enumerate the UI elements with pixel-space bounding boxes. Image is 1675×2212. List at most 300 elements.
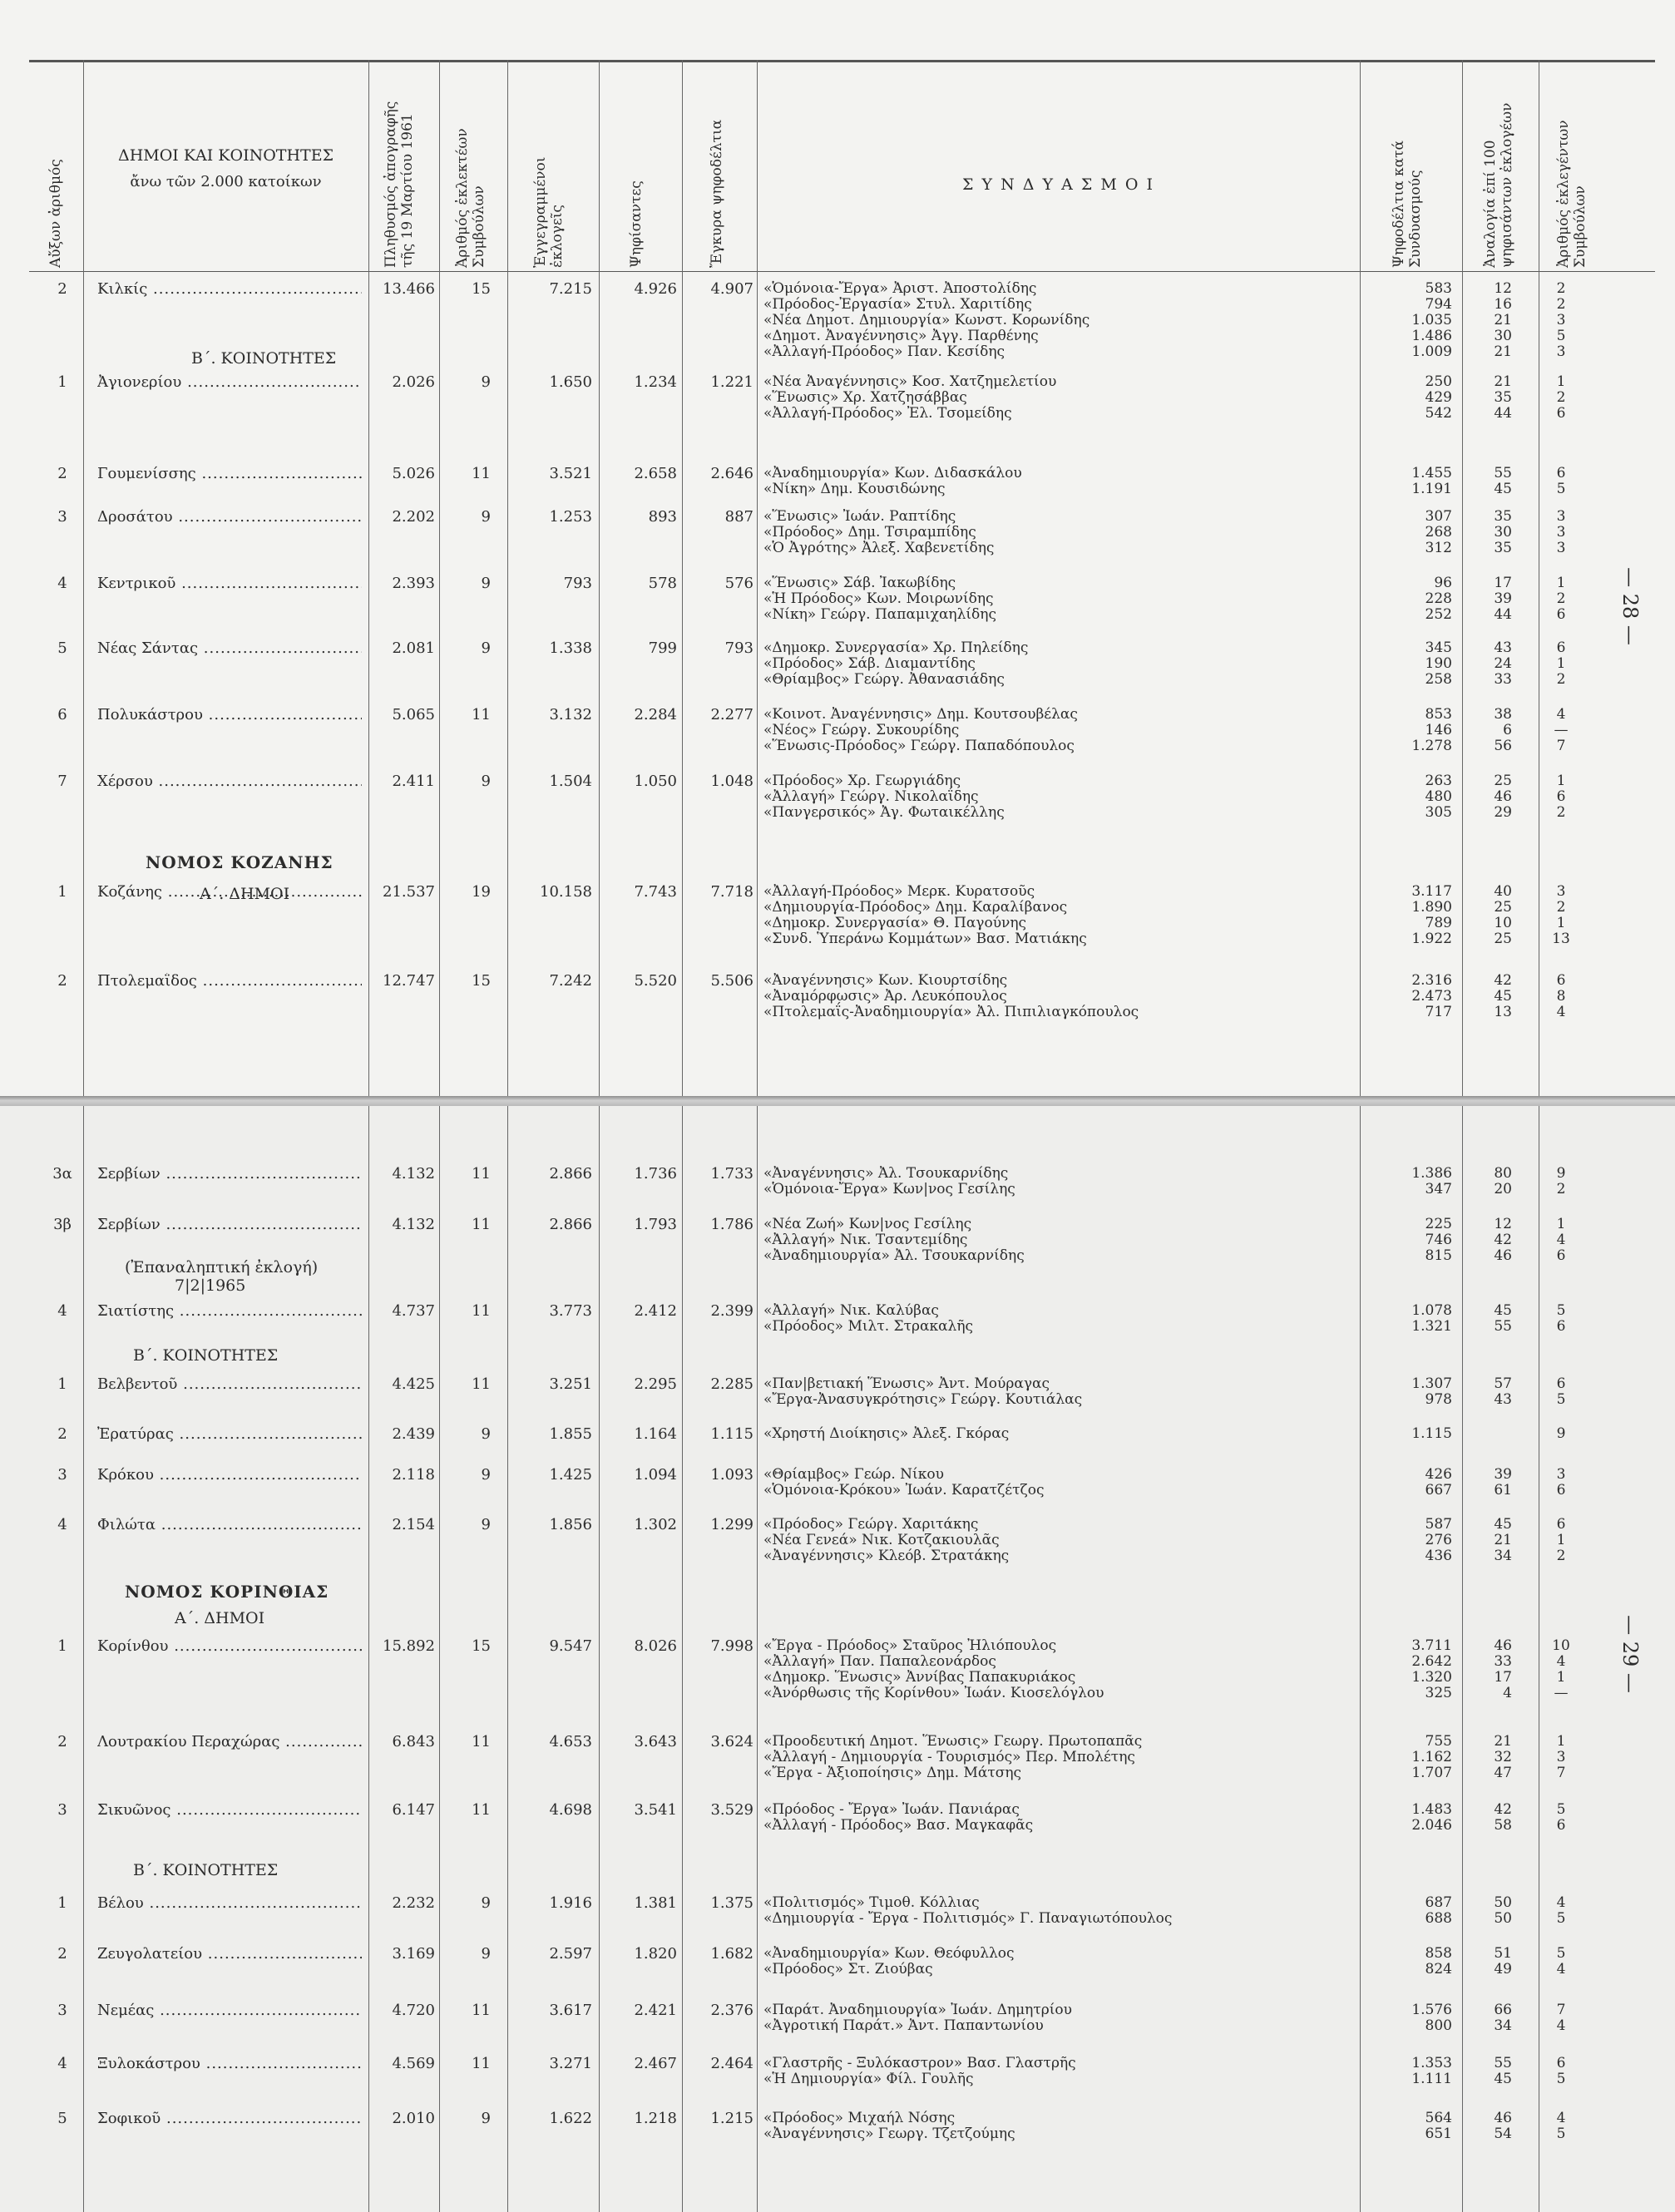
row-municipality: Φιλώτα ..... <box>97 1517 362 1533</box>
coalition-name: «Πρόοδος» Δημ. Τσιραμπίδης <box>763 524 976 541</box>
coalition-votes: 746 <box>1425 1232 1452 1248</box>
row-population: 2.010 <box>392 2110 435 2127</box>
row-seats: 11 <box>472 1216 491 1233</box>
row-population: 15.892 <box>383 1637 435 1655</box>
row-seats: 9 <box>481 1894 491 1912</box>
row-serial: 3 <box>57 2002 67 2019</box>
coalition-votes: 1.922 <box>1411 931 1452 947</box>
row-voted: 3.643 <box>634 1733 677 1750</box>
row-population: 2.439 <box>392 1425 435 1443</box>
coalition-name: «Ἀναγέννησις» Γεωργ. Τζετζούμης <box>763 2126 1015 2142</box>
col-divider <box>682 60 683 1096</box>
header-municipalities-sub: ἄνω τῶν 2.000 κατοίκων <box>130 173 322 190</box>
row-registered: 2.866 <box>549 1216 592 1233</box>
row-voted: 2.421 <box>634 2002 677 2019</box>
row-serial: 5 <box>57 639 67 657</box>
row-valid: 1.682 <box>710 1945 754 1963</box>
row-population: 4.132 <box>392 1165 435 1183</box>
coalition-votes: 325 <box>1425 1685 1452 1701</box>
row-valid: 2.277 <box>710 706 754 723</box>
row-valid: 2.464 <box>710 2055 754 2072</box>
row-municipality: Κρόκου ..... <box>97 1467 362 1483</box>
coalition-name: «Ἡ Δημιουργία» Φίλ. Γουλῆς <box>763 2071 974 2087</box>
coalition-votes: 858 <box>1425 1945 1452 1962</box>
row-population: 21.537 <box>383 883 435 901</box>
coalition-votes: 542 <box>1425 405 1452 422</box>
row-registered: 10.158 <box>540 883 592 901</box>
coalition-name: «Ἀναδημιουργία» Κων. Θεόφυλλος <box>763 1945 1015 1962</box>
coalition-ratio: 17 <box>1494 1669 1512 1686</box>
coalition-votes: 3.711 <box>1411 1637 1452 1654</box>
coalition-votes: 794 <box>1425 296 1452 313</box>
coalition-ratio: 55 <box>1494 2055 1512 2071</box>
page-number-29: — 29 — <box>1618 1615 1642 1693</box>
col-divider <box>83 60 84 1096</box>
col-divider <box>1462 1106 1463 2212</box>
coalition-votes: 755 <box>1425 1733 1452 1750</box>
coalition-ratio: 24 <box>1494 655 1512 672</box>
row-population: 2.081 <box>392 639 435 657</box>
coalition-ratio: 50 <box>1494 1894 1512 1911</box>
coalition-votes: 667 <box>1425 1482 1452 1499</box>
coalition-votes: 687 <box>1425 1894 1452 1911</box>
coalition-votes: 1.707 <box>1411 1765 1452 1781</box>
row-population: 4.569 <box>392 2055 435 2072</box>
coalition-elected: 1 <box>1556 915 1566 931</box>
row-registered: 3.773 <box>549 1302 592 1320</box>
row-seats: 9 <box>481 508 491 526</box>
row-valid: 576 <box>724 575 754 592</box>
coalition-ratio: 35 <box>1494 389 1512 406</box>
row-valid: 1.048 <box>710 773 754 790</box>
row-registered: 3.617 <box>549 2002 592 2019</box>
row-seats: 9 <box>481 575 491 592</box>
coalition-votes: 1.320 <box>1411 1669 1452 1686</box>
coalition-elected: 5 <box>1556 1801 1566 1818</box>
row-serial: 4 <box>57 1516 67 1533</box>
row-municipality: Κεντρικοῦ ..... <box>97 575 362 591</box>
row-valid: 1.786 <box>710 1216 754 1233</box>
coalition-elected: 5 <box>1556 2071 1566 2087</box>
row-serial: 3 <box>57 1801 67 1819</box>
coalition-votes: 252 <box>1425 606 1452 623</box>
row-seats: 9 <box>481 1425 491 1443</box>
row-voted: 7.743 <box>634 883 677 901</box>
row-valid: 887 <box>724 508 754 526</box>
row-registered: 3.251 <box>549 1375 592 1393</box>
row-municipality: Κοζάνης ..... <box>97 884 362 900</box>
coalition-ratio: 12 <box>1494 1216 1512 1232</box>
coalition-name: «Ἔργα - Πρόοδος» Σταῦρος Ἠλιόπουλος <box>763 1637 1057 1654</box>
row-valid: 2.376 <box>710 2002 754 2019</box>
coalition-name: «Δημιουργία-Πρόοδος» Δημ. Καραλίβανος <box>763 899 1068 916</box>
row-registered: 2.866 <box>549 1165 592 1183</box>
row-voted: 2.658 <box>634 465 677 482</box>
row-valid: 793 <box>724 639 754 657</box>
row-population: 2.154 <box>392 1516 435 1533</box>
row-valid: 1.375 <box>710 1894 754 1912</box>
row-municipality: Βελβεντοῦ ..... <box>97 1376 362 1392</box>
coalition-ratio: 45 <box>1494 1302 1512 1319</box>
coalition-ratio: 30 <box>1494 524 1512 541</box>
row-serial: 6 <box>57 706 67 723</box>
row-valid: 2.285 <box>710 1375 754 1393</box>
coalition-name: «Ἕνωσις» Ἰωάν. Ραπτίδης <box>763 508 956 525</box>
col-divider <box>757 60 758 1096</box>
coalition-name: «Πρόοδος» Γεώργ. Χαριτάκης <box>763 1516 979 1533</box>
coalition-ratio: 43 <box>1494 1391 1512 1408</box>
col-divider <box>1462 60 1463 1096</box>
coalition-ratio: 21 <box>1494 1532 1512 1548</box>
coalition-ratio: 45 <box>1494 988 1512 1005</box>
coalition-elected: 6 <box>1556 1516 1566 1533</box>
coalition-name: «Ὁ Ἀγρότης» Ἀλεξ. Χαβενετίδης <box>763 540 995 556</box>
coalition-name: «Ἕνωσις» Σάβ. Ἰακωβίδης <box>763 575 956 591</box>
coalition-name: «Ὁμόνοια-Κρόκου» Ἰωάν. Καρατζέτζος <box>763 1482 1045 1499</box>
coalition-votes: 2.642 <box>1411 1653 1452 1670</box>
row-serial: 4 <box>57 575 67 592</box>
row-seats: 11 <box>472 1375 491 1393</box>
row-municipality: Ζευγολατείου ..... <box>97 1946 362 1962</box>
coalition-ratio: 80 <box>1494 1165 1512 1182</box>
coalition-ratio: 46 <box>1494 2110 1512 2126</box>
section-label: 7|2|1965 <box>175 1276 246 1295</box>
section-label: Α΄. ΔΗΜΟΙ <box>175 1609 265 1627</box>
header-municipalities-title: ΔΗΜΟΙ ΚΑΙ ΚΟΙΝΟΤΗΤΕΣ <box>117 146 334 165</box>
row-municipality: Νέας Σάντας ..... <box>97 640 362 656</box>
row-voted: 5.520 <box>634 972 677 990</box>
coalition-elected: 6 <box>1556 1375 1566 1392</box>
coalition-elected: 2 <box>1556 1181 1566 1197</box>
coalition-votes: 1.009 <box>1411 343 1452 360</box>
coalition-votes: 688 <box>1425 1910 1452 1927</box>
coalition-ratio: 45 <box>1494 1516 1512 1533</box>
coalition-name: «Ἀναμόρφωσις» Ἀρ. Λευκόπουλος <box>763 988 1007 1005</box>
coalition-name: «Νέα Γενεά» Νικ. Κοτζακιουλᾶς <box>763 1532 1000 1548</box>
coalition-name: «Ἀναγέννησις» Ἀλ. Τσουκαρνίδης <box>763 1165 1009 1182</box>
row-serial: 5 <box>57 2110 67 2127</box>
row-voted: 1.218 <box>634 2110 677 2127</box>
col-divider <box>599 60 600 1096</box>
coalition-ratio: 46 <box>1494 788 1512 805</box>
row-valid: 1.299 <box>710 1516 754 1533</box>
coalition-ratio: 38 <box>1494 706 1512 723</box>
coalition-votes: 347 <box>1425 1181 1452 1197</box>
coalition-ratio: 44 <box>1494 405 1512 422</box>
row-population: 13.466 <box>383 280 435 298</box>
coalition-elected: 1 <box>1556 773 1566 789</box>
col-divider <box>1360 60 1361 1096</box>
row-seats: 11 <box>472 2055 491 2072</box>
coalition-votes: 1.353 <box>1411 2055 1452 2071</box>
row-voted: 1.820 <box>634 1945 677 1963</box>
coalition-elected: — <box>1554 1685 1569 1701</box>
coalition-votes: 307 <box>1425 508 1452 525</box>
row-population: 4.737 <box>392 1302 435 1320</box>
coalition-votes: 1.890 <box>1411 899 1452 916</box>
coalition-name: «Πτολεμαΐς-Ἀναδημιουργία» Ἀλ. Πιπιλιαγκόπουλος <box>763 1004 1139 1020</box>
row-registered: 3.271 <box>549 2055 592 2072</box>
col-divider <box>682 1106 683 2212</box>
row-voted: 1.164 <box>634 1425 677 1443</box>
coalition-votes: 305 <box>1425 804 1452 821</box>
row-seats: 11 <box>472 1801 491 1819</box>
coalition-ratio: 42 <box>1494 1801 1512 1818</box>
col-divider <box>368 1106 369 2212</box>
coalition-elected: 4 <box>1556 706 1566 723</box>
row-valid: 5.506 <box>710 972 754 990</box>
coalition-elected: 10 <box>1552 1637 1570 1654</box>
row-voted: 2.467 <box>634 2055 677 2072</box>
coalition-ratio: 10 <box>1494 915 1512 931</box>
col-divider <box>439 1106 440 2212</box>
coalition-elected: 1 <box>1556 1669 1566 1686</box>
coalition-elected: 7 <box>1556 1765 1566 1781</box>
coalition-elected: 9 <box>1556 1165 1566 1182</box>
coalition-elected: 5 <box>1556 1910 1566 1927</box>
coalition-ratio: 34 <box>1494 1548 1512 1564</box>
coalition-name: «Προοδευτική Δημοτ. Ἕνωσις» Γεωργ. Πρωτοπαπᾶς <box>763 1733 1143 1750</box>
coalition-ratio: 39 <box>1494 590 1512 607</box>
row-voted: 1.302 <box>634 1516 677 1533</box>
row-registered: 1.855 <box>549 1425 592 1443</box>
coalition-elected: 3 <box>1556 508 1566 525</box>
row-serial: 3β <box>53 1216 72 1233</box>
coalition-votes: 276 <box>1425 1532 1452 1548</box>
coalition-elected: 2 <box>1556 1548 1566 1564</box>
coalition-name: «Ἀλλαγή» Νικ. Καλύβας <box>763 1302 939 1319</box>
row-serial: 4 <box>57 2055 67 2072</box>
coalition-elected: 6 <box>1556 1817 1566 1834</box>
coalition-name: «Δημοτ. Ἀναγέννησις» Ἀγγ. Παρθένης <box>763 328 1039 344</box>
row-seats: 11 <box>472 1302 491 1320</box>
row-voted: 1.050 <box>634 773 677 790</box>
row-registered: 3.521 <box>549 465 592 482</box>
header-rule <box>29 271 1655 272</box>
row-valid: 1.115 <box>710 1425 754 1443</box>
coalition-votes: 2.316 <box>1411 972 1452 989</box>
coalition-name: «Ἕνωσις-Πρόοδος» Γεώργ. Παπαδόπουλος <box>763 738 1075 754</box>
coalition-name: «Ἔργα-Ἀνασυγκρότησις» Γεώργ. Κουτιάλας <box>763 1391 1083 1408</box>
col-divider <box>83 1106 84 2212</box>
coalition-ratio: 33 <box>1494 1653 1512 1670</box>
coalition-elected: 6 <box>1556 1482 1566 1499</box>
coalition-name: «Ἀλλαγή - Δημιουργία - Τουρισμός» Περ. Μπολέτης <box>763 1749 1135 1765</box>
row-valid: 2.399 <box>710 1302 754 1320</box>
coalition-votes: 228 <box>1425 590 1452 607</box>
row-population: 2.393 <box>392 575 435 592</box>
section-label: (Ἐπαναληπτική ἐκλογή) <box>125 1258 319 1276</box>
coalition-votes: 651 <box>1425 2126 1452 2142</box>
coalition-votes: 2.473 <box>1411 988 1452 1005</box>
row-serial: 2 <box>57 465 67 482</box>
coalition-votes: 815 <box>1425 1247 1452 1264</box>
coalition-votes: 978 <box>1425 1391 1452 1408</box>
row-voted: 8.026 <box>634 1637 677 1655</box>
coalition-elected: 6 <box>1556 788 1566 805</box>
coalition-ratio: 55 <box>1494 1318 1512 1335</box>
col-divider <box>1360 1106 1361 2212</box>
coalition-ratio: 13 <box>1494 1004 1512 1020</box>
row-seats: 19 <box>472 883 491 901</box>
header-coalitions: Σ Υ Ν Δ Υ Α Σ Μ Ο Ι <box>962 175 1154 194</box>
coalition-elected: 5 <box>1556 1391 1566 1408</box>
row-voted: 1.234 <box>634 373 677 391</box>
coalition-elected: 3 <box>1556 1749 1566 1765</box>
coalition-elected: 7 <box>1556 2002 1566 2018</box>
row-seats: 9 <box>481 1945 491 1963</box>
row-municipality: Χέρσου ..... <box>97 773 362 789</box>
coalition-elected: 2 <box>1556 671 1566 688</box>
coalition-elected: 6 <box>1556 639 1566 656</box>
coalition-elected: 4 <box>1556 1232 1566 1248</box>
row-voted: 578 <box>648 575 677 592</box>
row-registered: 1.856 <box>549 1516 592 1533</box>
row-municipality: Σερβίων ..... <box>97 1166 362 1182</box>
coalition-ratio: 42 <box>1494 972 1512 989</box>
coalition-ratio: 16 <box>1494 296 1512 313</box>
coalition-name: «Πρόοδος» Μιχαήλ Νόσης <box>763 2110 956 2126</box>
header-municipalities <box>83 146 368 192</box>
row-municipality: Πτολεμαΐδος ..... <box>97 973 362 989</box>
row-municipality: Ἐρατύρας ..... <box>97 1426 362 1442</box>
coalition-votes: 1.078 <box>1411 1302 1452 1319</box>
row-seats: 15 <box>472 1637 491 1655</box>
coalition-name: «Ἀλλαγή-Πρόοδος» Ἐλ. Τσομείδης <box>763 405 1012 422</box>
coalition-ratio: 6 <box>1503 722 1512 738</box>
row-municipality: Ξυλοκάστρου ..... <box>97 2056 362 2071</box>
coalition-votes: 263 <box>1425 773 1452 789</box>
coalition-name: «Παράτ. Ἀναδημιουργία» Ἰωάν. Δημητρίου <box>763 2002 1072 2018</box>
coalition-name: «Ἀγροτική Παράτ.» Ἀντ. Παπαντωνίου <box>763 2017 1044 2034</box>
coalition-name: «Δημοκρ. Ἕνωσις» Ἀννίβας Παπακυριάκος <box>763 1669 1076 1686</box>
coalition-votes: 1.455 <box>1411 465 1452 481</box>
row-seats: 9 <box>481 1466 491 1484</box>
coalition-ratio: 25 <box>1494 899 1512 916</box>
row-municipality: Σοφικοῦ ..... <box>97 2111 362 2126</box>
row-seats: 11 <box>472 1165 491 1183</box>
row-valid: 7.718 <box>710 883 754 901</box>
coalition-elected: 5 <box>1556 481 1566 497</box>
row-municipality: Δροσάτου ..... <box>97 509 362 525</box>
row-seats: 15 <box>472 280 491 298</box>
coalition-elected: 6 <box>1556 606 1566 623</box>
row-serial: 1 <box>57 1375 67 1393</box>
row-municipality: Γουμενίσσης ..... <box>97 466 362 481</box>
coalition-votes: 1.115 <box>1411 1425 1452 1442</box>
coalition-votes: 1.576 <box>1411 2002 1452 2018</box>
section-label: ΝΟΜΟΣ ΚΟΖΑΝΗΣ <box>146 852 334 872</box>
coalition-elected: 3 <box>1556 524 1566 541</box>
row-seats: 9 <box>481 373 491 391</box>
coalition-name: «Κοινοτ. Ἀναγέννησις» Δημ. Κουτσουβέλας <box>763 706 1078 723</box>
row-valid: 1.733 <box>710 1165 754 1183</box>
row-population: 12.747 <box>383 972 435 990</box>
coalition-elected: 3 <box>1556 312 1566 328</box>
row-voted: 799 <box>648 639 677 657</box>
row-valid: 7.998 <box>710 1637 754 1655</box>
row-serial: 2 <box>57 972 67 990</box>
row-seats: 9 <box>481 773 491 790</box>
coalition-name: «Νίκη» Δημ. Κουσιδώνης <box>763 481 946 497</box>
row-seats: 11 <box>472 465 491 482</box>
coalition-name: «Ὁμόνοια-Ἔργα» Κων|νος Γεσίλης <box>763 1181 1015 1197</box>
row-valid: 1.215 <box>710 2110 754 2127</box>
row-serial: 3 <box>57 1466 67 1484</box>
row-seats: 11 <box>472 2002 491 2019</box>
coalition-name: «Δημιουργία - Ἔργα - Πολιτισμός» Γ. Παναγιωτόπουλος <box>763 1910 1173 1927</box>
row-serial: 7 <box>57 773 67 790</box>
coalition-votes: 564 <box>1425 2110 1452 2126</box>
row-municipality: Πολυκάστρου ..... <box>97 707 362 723</box>
coalition-ratio: 61 <box>1494 1482 1512 1499</box>
page-29 <box>0 1106 1675 2212</box>
coalition-elected: 6 <box>1556 405 1566 422</box>
coalition-elected: 3 <box>1556 540 1566 556</box>
row-voted: 1.736 <box>634 1165 677 1183</box>
row-population: 5.065 <box>392 706 435 723</box>
coalition-ratio: 21 <box>1494 373 1512 390</box>
coalition-elected: 6 <box>1556 2055 1566 2071</box>
coalition-elected: 3 <box>1556 883 1566 900</box>
coalition-votes: 853 <box>1425 706 1452 723</box>
coalition-votes: 146 <box>1425 722 1452 738</box>
row-registered: 2.597 <box>549 1945 592 1963</box>
row-valid: 4.907 <box>710 280 754 298</box>
section-label: ΝΟΜΟΣ ΚΟΡΙΝΘΙΑΣ <box>125 1582 329 1602</box>
row-municipality: Κιλκίς ..... <box>97 281 362 297</box>
coalition-ratio: 34 <box>1494 2017 1512 2034</box>
coalition-name: «Ἔργα - Ἀξιοποίησις» Δημ. Μάτσης <box>763 1765 1022 1781</box>
coalition-votes: 800 <box>1425 2017 1452 2034</box>
coalition-ratio: 56 <box>1494 738 1512 754</box>
coalition-votes: 258 <box>1425 671 1452 688</box>
section-label: Α΄. ΔΗΜΟΙ <box>200 885 290 903</box>
row-municipality: Σερβίων ..... <box>97 1217 362 1232</box>
page-number-28: — 28 — <box>1618 567 1642 645</box>
row-serial: 2 <box>57 1945 67 1963</box>
book-gutter <box>0 1096 1675 1106</box>
coalition-ratio: 44 <box>1494 606 1512 623</box>
coalition-votes: 587 <box>1425 1516 1452 1533</box>
coalition-votes: 96 <box>1434 575 1452 591</box>
col-divider <box>757 1106 758 2212</box>
row-population: 2.411 <box>392 773 435 790</box>
row-population: 6.147 <box>392 1801 435 1819</box>
row-municipality: Σικυῶνος ..... <box>97 1802 362 1818</box>
coalition-votes: 1.162 <box>1411 1749 1452 1765</box>
coalition-elected: 8 <box>1556 988 1566 1005</box>
col-divider <box>507 1106 508 2212</box>
coalition-ratio: 29 <box>1494 804 1512 821</box>
coalition-votes: 429 <box>1425 389 1452 406</box>
row-serial: 3α <box>52 1165 72 1183</box>
col-divider <box>507 60 508 1096</box>
row-serial: 4 <box>57 1302 67 1320</box>
coalition-name: «Ἀναγέννησις» Κων. Κιουρτσίδης <box>763 972 1008 989</box>
coalition-elected: 1 <box>1556 373 1566 390</box>
coalition-ratio: 45 <box>1494 481 1512 497</box>
coalition-ratio: 42 <box>1494 1232 1512 1248</box>
coalition-votes: 312 <box>1425 540 1452 556</box>
coalition-elected: 1 <box>1556 655 1566 672</box>
coalition-ratio: 17 <box>1494 575 1512 591</box>
coalition-name: «Νίκη» Γεώργ. Παπαμιχαηλίδης <box>763 606 997 623</box>
coalition-name: «Νέα Ἀναγέννησις» Κοσ. Χατζημελετίου <box>763 373 1057 390</box>
row-municipality: Ἀγιονερίου ..... <box>97 374 362 390</box>
row-registered: 7.215 <box>549 280 592 298</box>
coalition-name: «Θρίαμβος» Γεώργ. Ἀθανασιάδης <box>763 671 1005 688</box>
